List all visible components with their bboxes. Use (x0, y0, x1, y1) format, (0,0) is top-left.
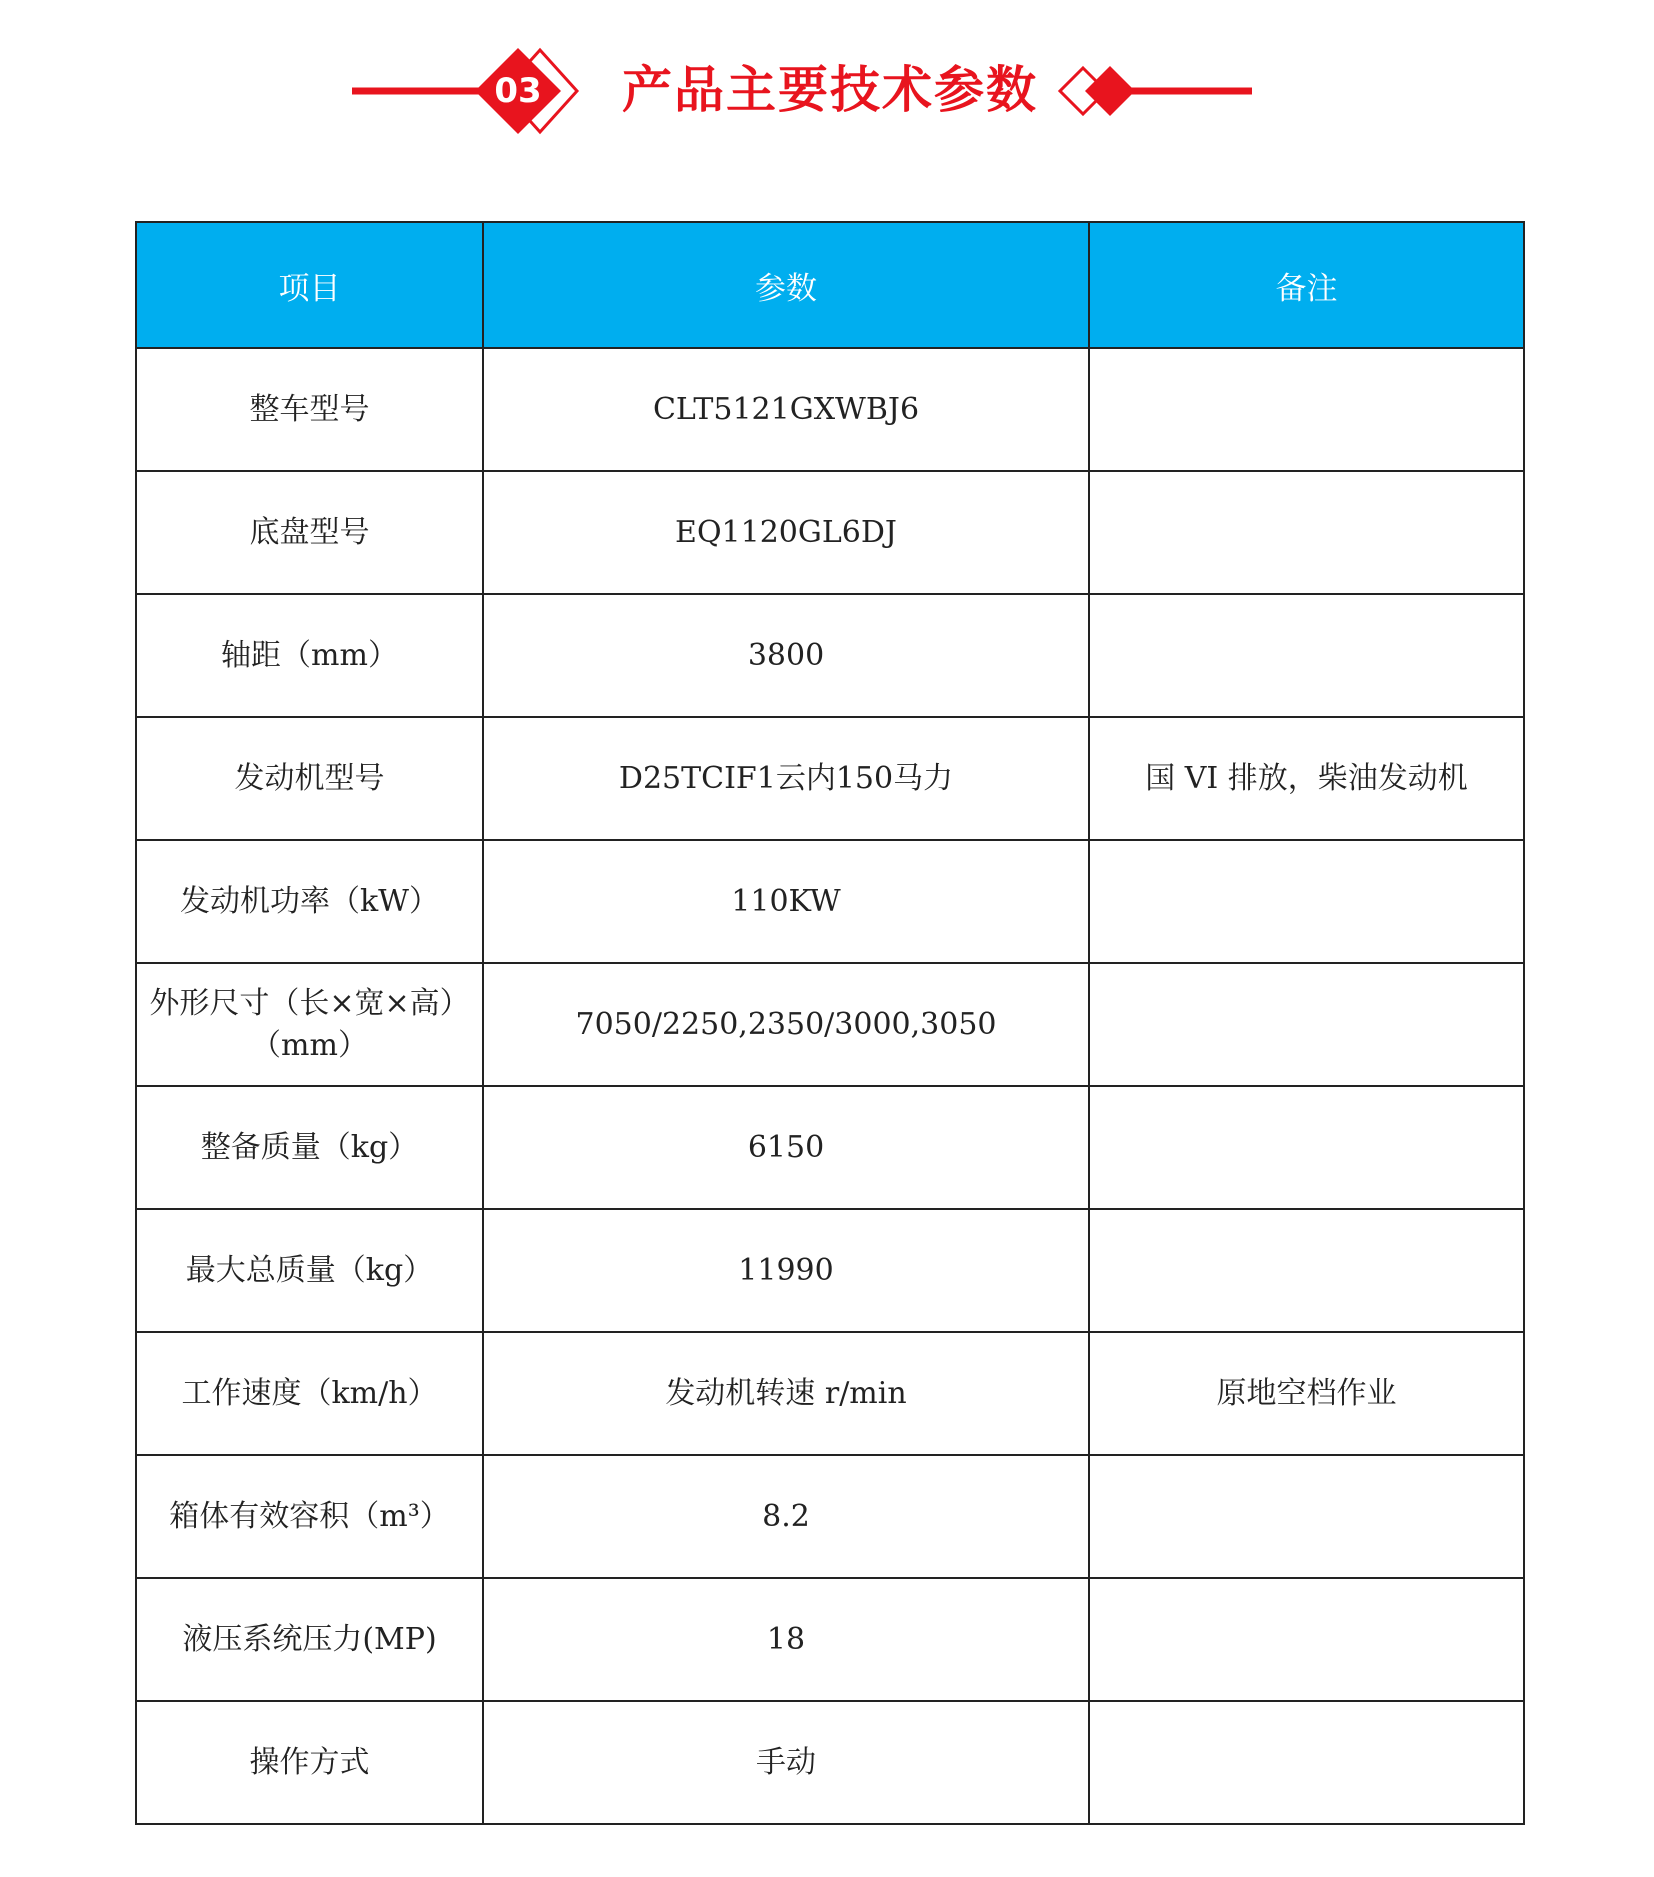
cell-param: 18 (483, 1578, 1089, 1701)
cell-note (1089, 1578, 1524, 1701)
cell-note: 国 VI 排放，柴油发动机 (1089, 717, 1524, 840)
cell-param: CLT5121GXWBJ6 (483, 348, 1089, 471)
cell-item: 发动机功率（kW） (136, 840, 483, 963)
table-row (136, 1701, 1524, 1824)
cell-note (1089, 1701, 1524, 1824)
cell-note (1089, 348, 1524, 471)
section-number: 03 (494, 71, 542, 111)
cell-param: 8.2 (483, 1455, 1089, 1578)
column-header-note: 备注 (1089, 222, 1524, 348)
cell-item: 发动机型号 (136, 717, 483, 840)
column-header-param: 参数 (483, 222, 1089, 348)
cell-note (1089, 1455, 1524, 1578)
cell-note (1089, 1209, 1524, 1332)
cell-param: 6150 (483, 1086, 1089, 1209)
table-row (136, 348, 1524, 471)
cell-param: 3800 (483, 594, 1089, 717)
table-row (136, 963, 1524, 1086)
cell-param: 11990 (483, 1209, 1089, 1332)
cell-param: 发动机转速 r/min (483, 1332, 1089, 1455)
cell-item: 液压系统压力(MP) (136, 1578, 483, 1701)
table-header-row (136, 222, 1524, 348)
table-row (136, 1332, 1524, 1455)
cell-note: 原地空档作业 (1089, 1332, 1524, 1455)
table-row (136, 1086, 1524, 1209)
cell-param: 110KW (483, 840, 1089, 963)
cell-item: 操作方式 (136, 1701, 483, 1824)
cell-param: 7050/2250,2350/3000,3050 (483, 963, 1089, 1086)
table-row (136, 1578, 1524, 1701)
cell-item: 箱体有效容积（m³） (136, 1455, 483, 1578)
table-row (136, 1455, 1524, 1578)
cell-note (1089, 1086, 1524, 1209)
table-row (136, 471, 1524, 594)
table-row (136, 840, 1524, 963)
cell-note (1089, 594, 1524, 717)
spec-table (135, 221, 1525, 1825)
cell-param: 手动 (483, 1701, 1089, 1824)
cell-item: 底盘型号 (136, 471, 483, 594)
right-filled-diamond (1085, 66, 1135, 116)
cell-param: D25TCIF1云内150马力 (483, 717, 1089, 840)
section-title: 产品主要技术参数 (622, 61, 1038, 119)
cell-item: 工作速度（km/h） (136, 1332, 483, 1455)
table-row (136, 594, 1524, 717)
cell-item: 整备质量（kg） (136, 1086, 483, 1209)
cell-note (1089, 471, 1524, 594)
table-row (136, 717, 1524, 840)
table-row (136, 1209, 1524, 1332)
cell-item: 整车型号 (136, 348, 483, 471)
cell-param: EQ1120GL6DJ (483, 471, 1089, 594)
cell-note (1089, 840, 1524, 963)
cell-item: 轴距（mm） (136, 594, 483, 717)
cell-item: 外形尺寸（长×宽×高）（mm） (136, 963, 483, 1086)
column-header-item: 项目 (136, 222, 483, 348)
cell-item: 最大总质量（kg） (136, 1209, 483, 1332)
cell-note (1089, 963, 1524, 1086)
section-header (0, 0, 1654, 200)
